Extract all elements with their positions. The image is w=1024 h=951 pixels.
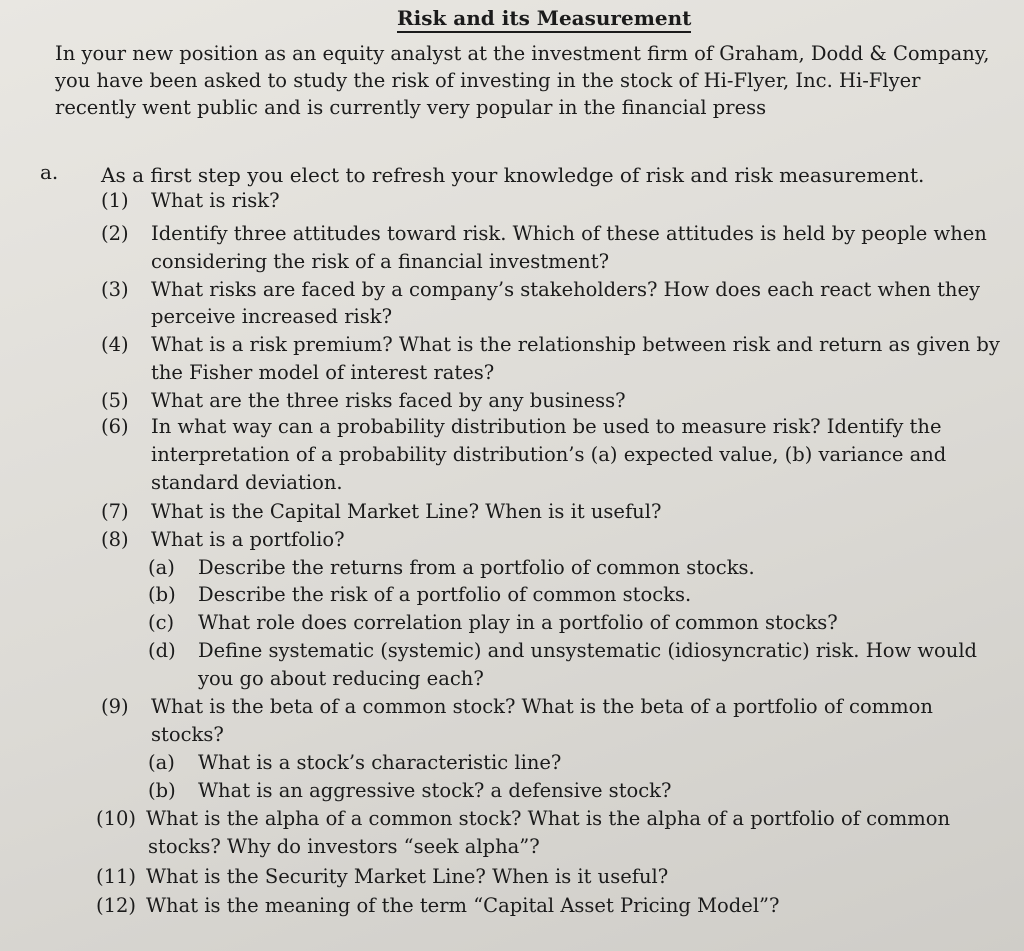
question-text-continued: considering the risk of a financial investment?: [151, 250, 610, 273]
subquestion-text: What is an aggressive stock? a defensive stock?: [198, 779, 672, 802]
intro-paragraph: [55, 40, 990, 121]
question-number: (7): [101, 500, 129, 523]
question-9: [101, 695, 933, 718]
subquestion-8a: [148, 556, 755, 579]
question-text: What is risk?: [151, 189, 280, 212]
question-3: [101, 278, 980, 301]
question-text: What is the alpha of a common stock? What is the alpha of a portfolio of common: [146, 807, 951, 830]
question-12: [96, 894, 779, 917]
question-text: What is the meaning of the term “Capital Asset Pricing Model”?: [146, 894, 780, 917]
question-1: [101, 189, 280, 212]
question-text: What is a risk premium? What is the relationship between risk and return as given by: [151, 333, 1000, 356]
question-number: (10): [96, 807, 137, 830]
question-11: [96, 865, 668, 888]
question-number: (5): [101, 389, 129, 412]
subquestion-9b: [148, 779, 671, 802]
subquestion-text: Define systematic (systemic) and unsystematic (idiosyncratic) risk. How would: [198, 639, 978, 662]
subquestion-text-continued: you go about reducing each?: [198, 667, 484, 690]
question-text-continued: the Fisher model of interest rates?: [151, 361, 495, 384]
intro-line: In your new position as an equity analyst at the investment firm of Graham, Dodd & Company,: [55, 42, 990, 65]
page-title: Risk and its Measurement: [397, 6, 691, 33]
subquestion-letter: (b): [148, 779, 176, 802]
subquestion-text: What role does correlation play in a portfolio of common stocks?: [198, 611, 838, 634]
question-number: (1): [101, 189, 129, 212]
intro-line: you have been asked to study the risk of investing in the stock of Hi-Flyer, Inc. Hi-Flyer: [55, 69, 921, 92]
question-text-continued: interpretation of a probability distribution’s (a) expected value, (b) variance and: [151, 443, 947, 466]
question-5: [101, 389, 626, 412]
subquestion-letter: (c): [148, 611, 175, 634]
question-text-continued: stocks? Why do investors “seek alpha”?: [148, 835, 540, 858]
question-text: What risks are faced by a company’s stakeholders? How does each react when they: [151, 278, 981, 301]
question-text: Identify three attitudes toward risk. Which of these attitudes is held by people when: [151, 222, 987, 245]
subquestion-8c: [148, 611, 838, 634]
question-text: What is the beta of a common stock? What is the beta of a portfolio of common: [151, 695, 933, 718]
question-text: What is the Security Market Line? When is it useful?: [146, 865, 669, 888]
question-number: (2): [101, 222, 129, 245]
subquestion-8b: [148, 583, 691, 606]
subquestion-letter: (a): [148, 751, 175, 774]
question-10: [96, 807, 950, 830]
question-number: (8): [101, 528, 129, 551]
question-number: (6): [101, 415, 129, 438]
part-lead: As a first step you elect to refresh your knowledge of risk and risk measurement.: [101, 163, 925, 187]
question-number: (4): [101, 333, 129, 356]
question-text: What is the Capital Market Line? When is it useful?: [151, 500, 662, 523]
question-2: [101, 222, 987, 245]
subquestion-text: Describe the returns from a portfolio of common stocks.: [198, 556, 755, 579]
question-text-continued: perceive increased risk?: [151, 305, 393, 328]
subquestion-text: What is a stock’s characteristic line?: [198, 751, 562, 774]
subquestion-letter: (a): [148, 556, 175, 579]
question-text: In what way can a probability distribution be used to measure risk? Identify the: [151, 415, 942, 438]
question-text-continued: stocks?: [151, 723, 224, 746]
part-marker: a.: [40, 160, 59, 184]
question-6: [101, 415, 941, 438]
subquestion-letter: (b): [148, 583, 176, 606]
question-text-continued: standard deviation.: [151, 471, 343, 494]
question-number: (11): [96, 865, 137, 888]
question-number: (9): [101, 695, 129, 718]
question-text: What are the three risks faced by any business?: [151, 389, 626, 412]
question-7: [101, 500, 661, 523]
subquestion-text: Describe the risk of a portfolio of common stocks.: [198, 583, 692, 606]
question-8: [101, 528, 345, 551]
subquestion-8d: [148, 639, 977, 662]
intro-line: recently went public and is currently very popular in the financial press: [55, 96, 767, 119]
subquestion-9a: [148, 751, 561, 774]
subquestion-letter: (d): [148, 639, 176, 662]
question-number: (12): [96, 894, 137, 917]
question-number: (3): [101, 278, 129, 301]
question-text: What is a portfolio?: [151, 528, 345, 551]
question-4: [101, 333, 1000, 356]
